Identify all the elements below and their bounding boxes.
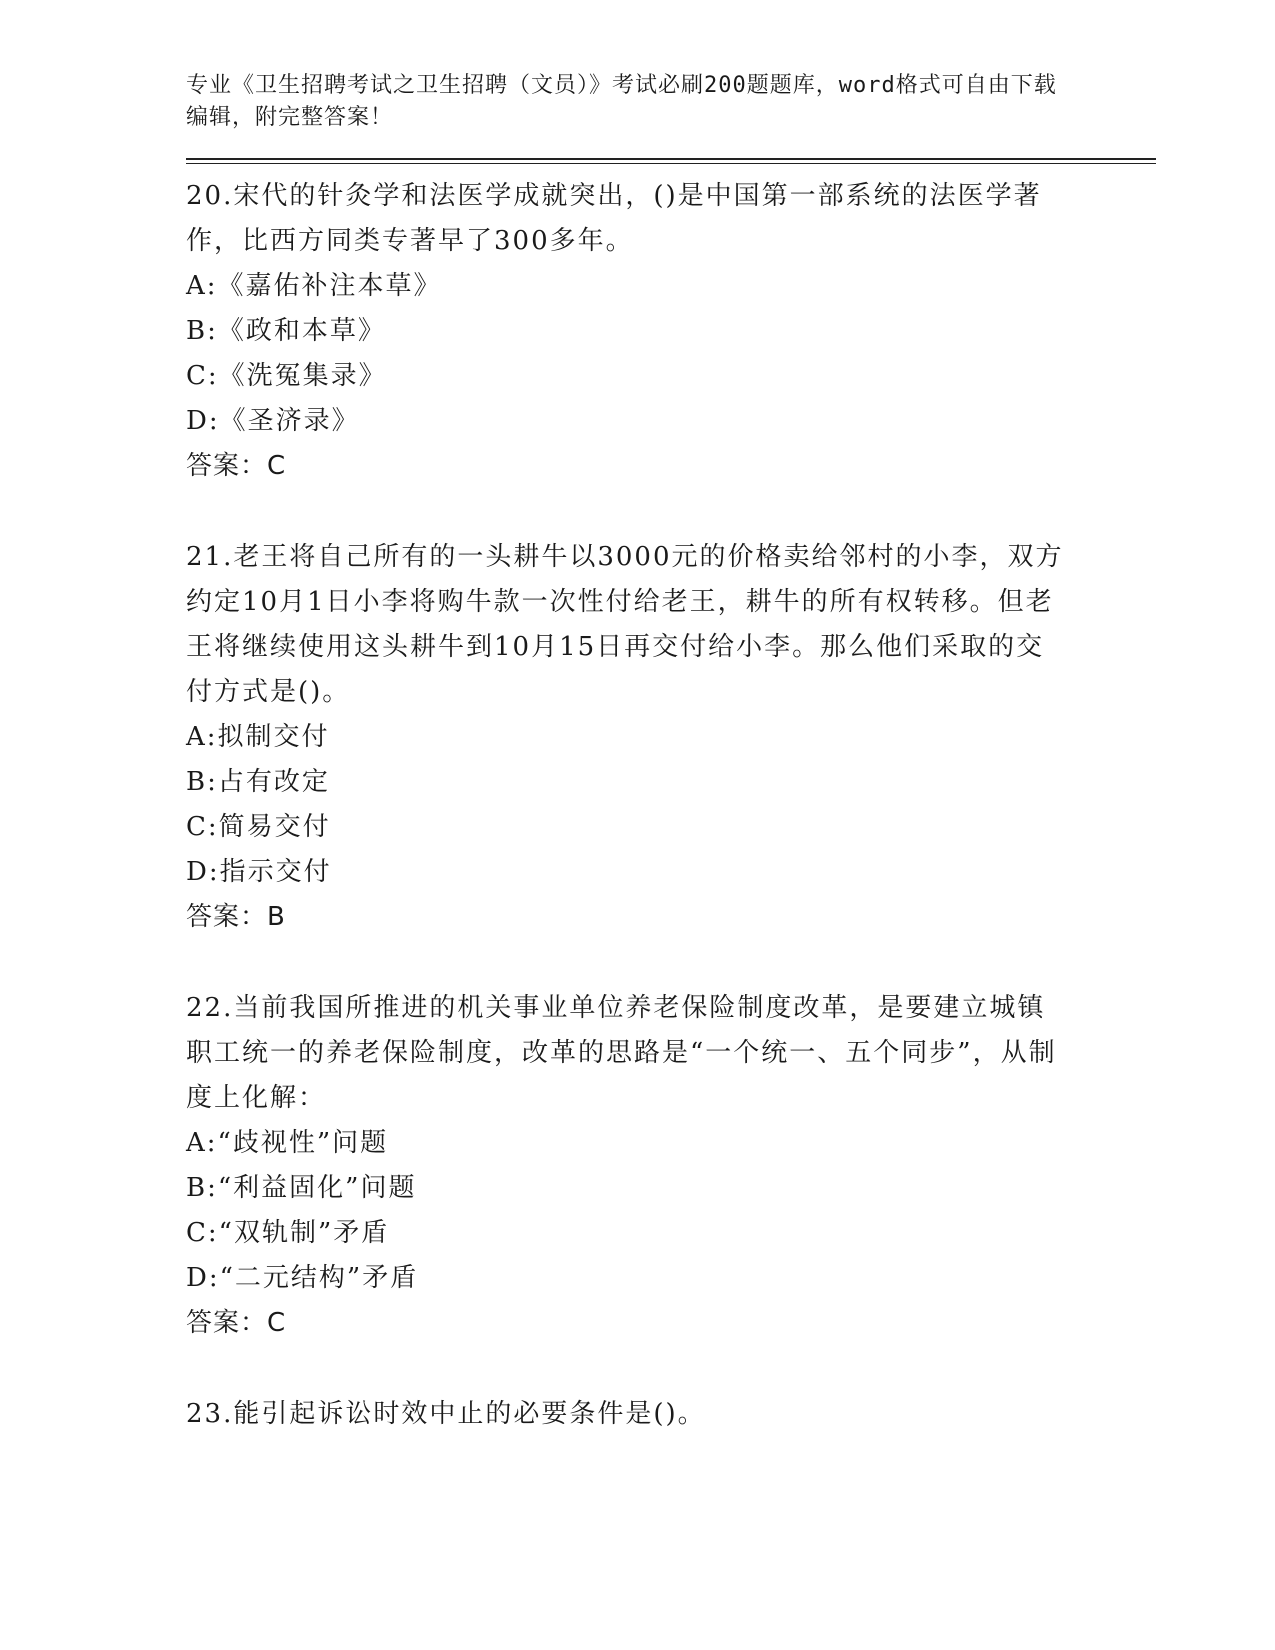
option-a: A:《嘉佑补注本草》: [186, 271, 442, 301]
option-c: C:“双轨制”矛盾: [186, 1218, 390, 1248]
question-stem: 21.老王将自己所有的一头耕牛以3000元的价格卖给邻村的小李，双方约定10月1日小李将购牛款一次性付给老王，耕牛的所有权转移。但老王将继续使用这头耕牛到10月15日再交付给小李。那么他们采取的交付方式是()。: [186, 542, 1064, 707]
option-a: A:拟制交付: [186, 722, 330, 752]
option-d: D:《圣济录》: [186, 406, 360, 436]
document-page: [186, 70, 1156, 1483]
question-20: [186, 174, 1156, 489]
option-d: D:“二元结构”矛盾: [186, 1263, 419, 1293]
option-c: C:简易交付: [186, 812, 331, 842]
answer-line: 答案：C: [186, 1308, 287, 1338]
document-header: 专业《卫生招聘考试之卫生招聘（文员）》考试必刷200题题库，word格式可自由下载编辑，附完整答案！: [186, 73, 1057, 130]
question-stem: 22.当前我国所推进的机关事业单位养老保险制度改革，是要建立城镇职工统一的养老保险制度，改革的思路是“一个统一、五个同步”，从制度上化解：: [186, 993, 1057, 1113]
question-23: [186, 1392, 1156, 1437]
question-21: [186, 535, 1156, 940]
question-stem: 23.能引起诉讼时效中止的必要条件是()。: [186, 1399, 706, 1429]
option-b: B:占有改定: [186, 767, 330, 797]
question-stem: 20.宋代的针灸学和法医学成就突出，()是中国第一部系统的法医学著作，比西方同类专著早了300多年。: [186, 181, 1042, 256]
option-c: C:《洗冤集录》: [186, 361, 387, 391]
question-list: [186, 174, 1156, 1437]
answer-line: 答案：C: [186, 451, 287, 481]
option-b: B:《政和本草》: [186, 316, 386, 346]
option-b: B:“利益固化”问题: [186, 1173, 417, 1203]
question-22: [186, 986, 1156, 1346]
option-d: D:指示交付: [186, 857, 332, 887]
header-divider: [186, 158, 1156, 164]
option-a: A:“歧视性”问题: [186, 1128, 389, 1158]
answer-line: 答案：B: [186, 902, 286, 932]
